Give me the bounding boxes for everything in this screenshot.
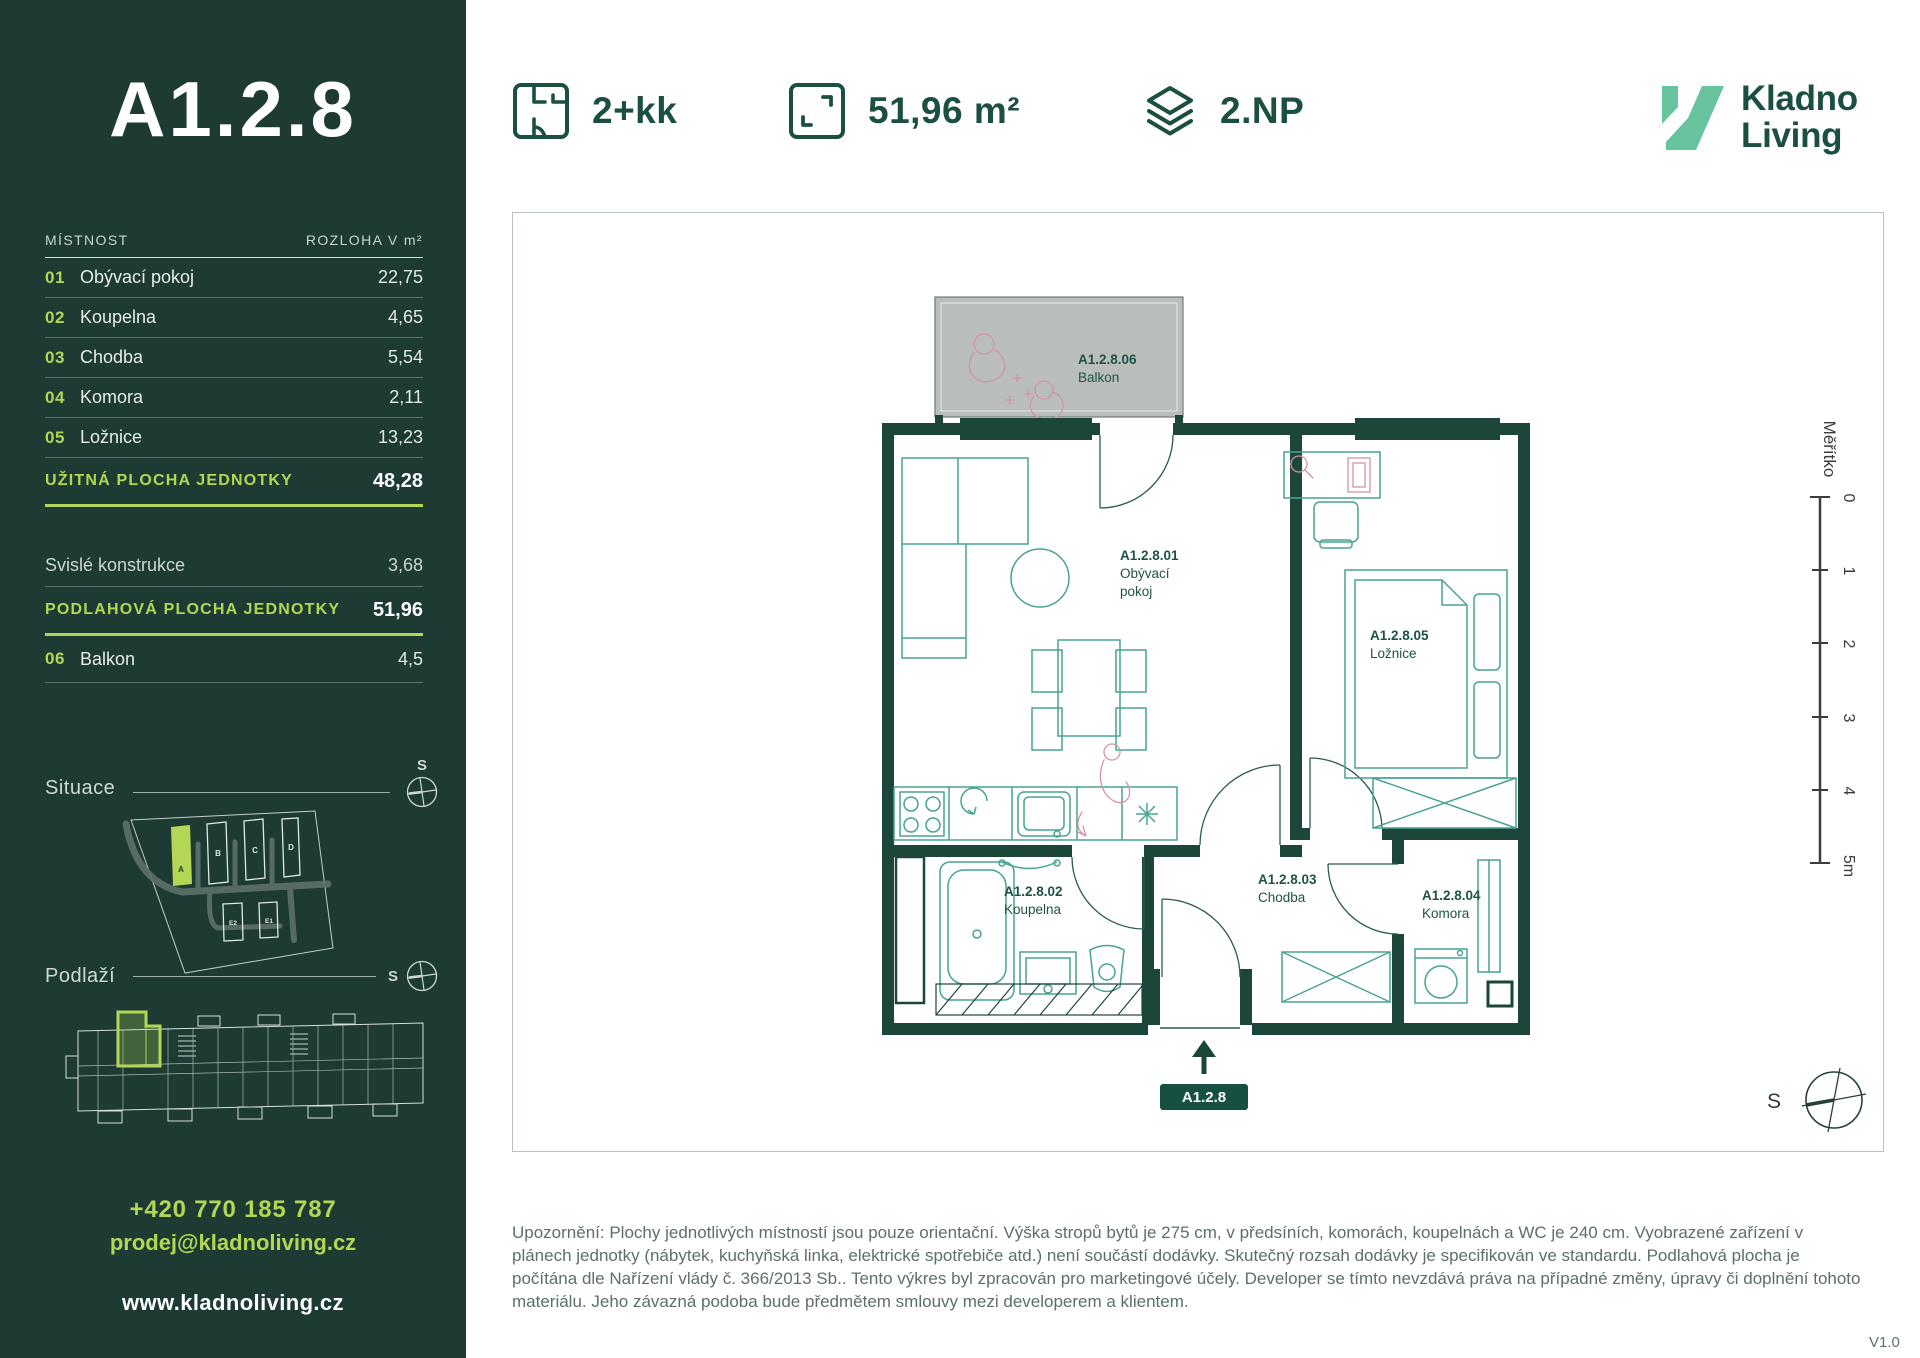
strip-unit-highlight (118, 1012, 160, 1066)
balcony-label-code: A1.2.8.06 (1078, 352, 1137, 367)
version-label: V1.0 (1869, 1334, 1900, 1351)
living-label-code: A1.2.8.01 (1120, 548, 1179, 563)
usable-area-row (45, 458, 423, 507)
entrance-badge-text: A1.2.8 (1181, 1089, 1227, 1106)
row-label: Balkon (80, 648, 136, 669)
spec-floor (1142, 84, 1304, 138)
svg-text:E1: E1 (265, 918, 273, 925)
row-label: Chodba (80, 347, 144, 367)
balcony-area (935, 297, 1183, 425)
contact-phone: +420 770 185 787 (129, 1196, 337, 1223)
brand-line2: Living (1741, 116, 1843, 155)
contact-email: prodej@kladnoliving.cz (109, 1230, 357, 1255)
row-number: 01 (45, 267, 65, 287)
row-value: 4,65 (387, 307, 423, 327)
balcony-row (45, 636, 423, 683)
floor-area-value: 51,96 (372, 598, 423, 621)
building-floor-strip (28, 1006, 438, 1141)
compass-south-label: S (387, 967, 398, 985)
living-label-name2: pokoj (1120, 584, 1153, 599)
contact-website: www.kladnoliving.cz (122, 1290, 344, 1315)
balcony-label-name: Balkon (1078, 370, 1120, 385)
svg-text:B: B (215, 849, 221, 858)
usable-area-value: 48,28 (372, 469, 423, 492)
row-value: 13,23 (377, 427, 423, 447)
svg-text:C: C (252, 846, 258, 855)
living-label-name1: Obývací (1120, 566, 1170, 581)
floor-area-row (45, 587, 423, 636)
row-label: Ložnice (80, 427, 143, 447)
compass-icon (404, 774, 440, 810)
vertical-structures-value: 3,68 (387, 555, 423, 575)
row-value: 5,54 (387, 347, 423, 367)
hallway-label-code: A1.2.8.03 (1258, 872, 1317, 887)
bedroom-label-code: A1.2.8.05 (1370, 628, 1429, 643)
disposition-value: 2+kk (592, 90, 678, 131)
table-row (45, 298, 423, 338)
row-number: 04 (45, 387, 65, 407)
svg-text:2: 2 (1840, 639, 1857, 649)
plan-border (513, 213, 1884, 1152)
brand-line1: Kladno (1741, 79, 1858, 118)
spec-area (788, 82, 1020, 140)
compass-south-label: S (416, 757, 427, 774)
row-label: Komora (80, 387, 144, 407)
floorplan-icon (512, 82, 570, 140)
balcony-door-opening (1100, 423, 1173, 435)
bathroom-label-code: A1.2.8.02 (1004, 884, 1063, 899)
vertical-structures-label: Svislé konstrukce (45, 555, 186, 575)
scale-title: Měřítko (1820, 420, 1839, 478)
hallway-label-name: Chodba (1258, 890, 1306, 905)
compass-south-label: S (1766, 1090, 1782, 1113)
situace-label: Situace (45, 777, 116, 799)
podlazi-label: Podlaží (45, 964, 116, 987)
boiler-symbol (1136, 803, 1158, 825)
svg-text:4: 4 (1840, 786, 1857, 796)
area-icon (788, 82, 846, 140)
sidebar (0, 0, 466, 1358)
vertical-structures-row (45, 545, 423, 587)
building-label: A (178, 865, 184, 874)
svg-text:0: 0 (1840, 493, 1857, 503)
row-number: 05 (45, 427, 65, 447)
storage-label-code: A1.2.8.04 (1422, 888, 1481, 903)
room-table-header (45, 212, 423, 258)
svg-text:E2: E2 (229, 920, 237, 927)
room-table (45, 212, 423, 683)
disclaimer-text: Upozornění: Plochy jednotlivých místností jsou pouze orientační. Výška stropů bytů je 275 cm, v předsíních, komorách, koupelnách a WC je 240 cm. Vyobrazené zařízení v plánech jednotky (nábytek, kuchyňská linka, elektrické spotřebiče atd.) není součástí dodávky. Skutečný rozsah dodávky je specifikován ve standardu. Podlahová plocha je počítána dle Nařízení vlády č. 366/2013 Sb.. Tento výkres byl zpracován pro marketingové účely. Developer se tímto nevzdává práva na případné změny, úpravy či doplnění tohoto materiálu. Jeho závazná podoba bude předmětem smlouvy mezi developerem a klientem. (512, 1223, 1861, 1311)
situace-section (45, 752, 440, 810)
row-label: Obývací pokoj (80, 267, 195, 287)
svg-text:5m: 5m (1840, 854, 1857, 878)
svg-text:D: D (288, 843, 294, 852)
floor-value: 2.NP (1220, 90, 1305, 131)
brand-name (1741, 80, 1858, 154)
table-row (45, 418, 423, 458)
col-area-header: ROZLOHA V m² (305, 232, 423, 248)
col-room-header: MÍSTNOST (45, 232, 129, 248)
table-row (45, 258, 423, 298)
storage-label-name: Komora (1422, 906, 1470, 921)
row-number: 03 (45, 347, 65, 367)
table-row (45, 338, 423, 378)
divider-line (133, 976, 376, 977)
table-row (45, 378, 423, 418)
building-a-highlight (171, 825, 192, 886)
bathroom-label-name: Koupelna (1004, 902, 1062, 917)
row-label: Koupelna (80, 307, 157, 327)
usable-area-label: UŽITNÁ PLOCHA JEDNOTKY (45, 472, 294, 489)
row-value: 4,5 (397, 648, 423, 669)
kladno-living-logo-glyph (1660, 80, 1726, 150)
floor-plan (512, 212, 1884, 1152)
row-number: 06 (45, 649, 65, 668)
unit-title: A1.2.8 (109, 65, 357, 153)
row-value: 22,75 (377, 267, 423, 287)
podlazi-compass (388, 958, 440, 994)
area-value: 51,96 m² (868, 90, 1021, 131)
podlazi-section (45, 956, 440, 996)
divider-line (133, 792, 390, 793)
row-value: 2,11 (389, 387, 423, 407)
row-number: 02 (45, 307, 65, 327)
compass-icon (404, 958, 440, 994)
floor-area-label: PODLAHOVÁ PLOCHA JEDNOTKY (45, 601, 341, 618)
layers-icon (1142, 84, 1198, 138)
brand-logo (1660, 80, 1858, 154)
situace-compass (404, 757, 440, 810)
spec-disposition (512, 82, 677, 140)
bedroom-label-name: Ložnice (1370, 646, 1417, 661)
svg-text:3: 3 (1840, 713, 1857, 723)
contact-block (0, 1196, 466, 1316)
svg-text:1: 1 (1840, 566, 1857, 576)
site-buildings (207, 818, 300, 941)
